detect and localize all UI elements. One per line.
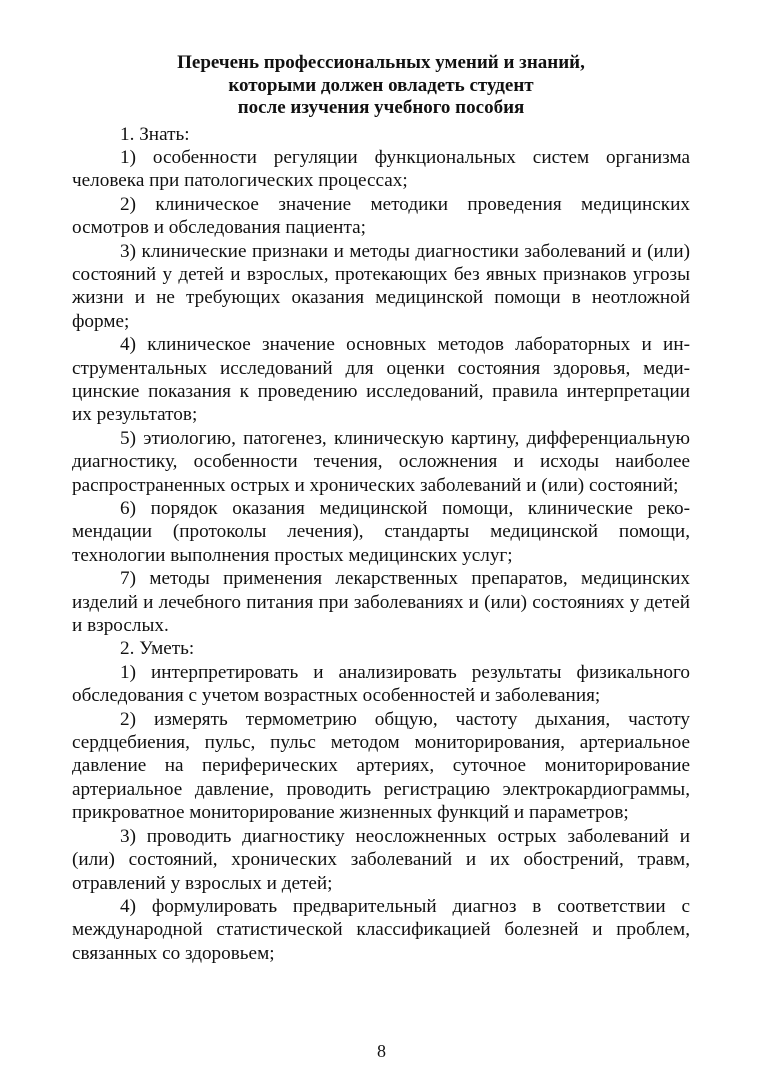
- list-item: 2) измерять термометрию общую, частоту дыхания, частоту сердцебиения, пульс, пульс методом мониторирования, артериальное давление на периферических артериях, суточное мониторирование артериальное давление, проводить регистрацию электрокардиограммы, прикроватное мониторирование жизненных функций и параметров;: [72, 708, 690, 824]
- section-heading-know: 1. Знать:: [120, 123, 190, 145]
- list-item: 3) клинические признаки и методы диагностики заболеваний и (или) состояний у детей и взрослых, протекающих без явных признаков угрозы жизни и не требующих оказания медицинской помощи в неотложной форме;: [72, 240, 690, 332]
- list-item: 6) порядок оказания медицинской помощи, клинические рекомендации (протоколы лечения), стандарты медицинской помощи, технологии выполнения простых медицинских услуг;: [72, 498, 690, 566]
- title-line: которыми должен овладеть студент: [228, 74, 534, 96]
- page-title: [72, 52, 690, 120]
- title-line: после изучения учебного пособия: [237, 97, 525, 118]
- list-item: 5) этиологию, патогенез, клиническую картину, дифференциальную диагностику, особенности течения, осложнения и исходы наиболее распространенных острых и хронических заболеваний и (или) состояний;: [72, 427, 690, 496]
- document-page: [72, 52, 690, 965]
- list-item: 4) клиническое значение основных методов лабораторных и инструментальных исследований для оценки состояния здоровья, медицинские показания к проведению исследований, правила интерпретации их результатов;: [72, 334, 690, 426]
- page-number: 8: [377, 1041, 386, 1061]
- list-item: 2) клиническое значение методики проведения медицинских осмотров и обследования пациента;: [72, 193, 690, 239]
- list-item: 1) интерпретировать и анализировать результаты физикального обследования с учетом возрастных особенностей и заболевания;: [72, 661, 690, 707]
- list-item: 7) методы применения лекарственных препаратов, медицинских изделий и лечебного питания при заболеваниях и (или) состояниях у детей и взрослых.: [72, 568, 690, 637]
- title-line: Перечень профессиональных умений и знаний,: [177, 52, 585, 73]
- list-item: 3) проводить диагностику неосложненных острых заболеваний и (или) состояний, хронических заболеваний и их обострений, травм, отравлений у взрослых и детей;: [72, 825, 690, 894]
- list-item: 1) особенности регуляции функциональных систем организма человека при патологических процессах;: [72, 146, 690, 192]
- list-item: 4) формулировать предварительный диагноз в соответствии с международной статистической классификацией болезней и проблем, связанных со здоровьем;: [72, 895, 690, 964]
- section-heading-can: 2. Уметь:: [120, 638, 195, 660]
